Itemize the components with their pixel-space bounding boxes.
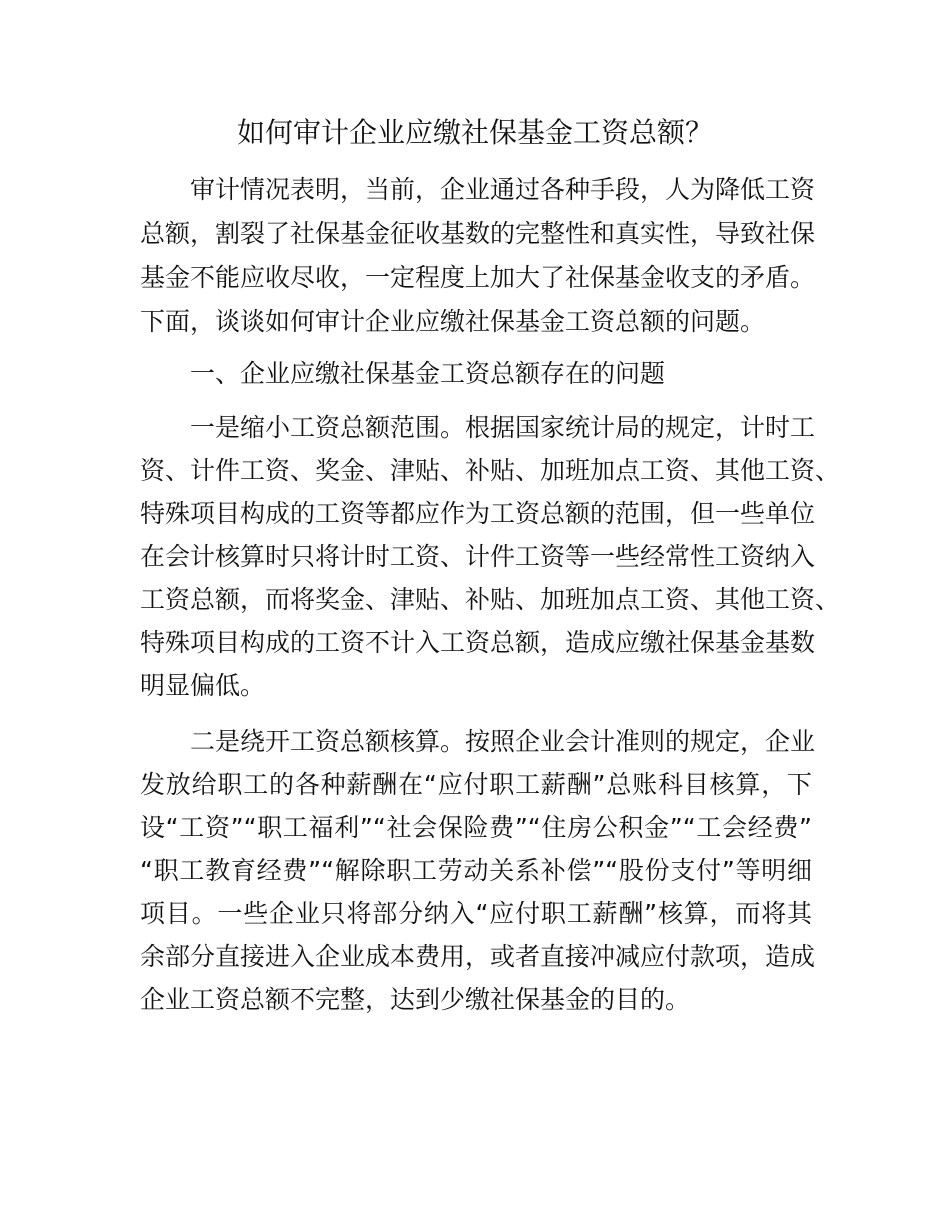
section-heading: 一、企业应缴社保基金工资总额存在的问题 [190,359,666,388]
text-line: 审计情况表明，当前，企业通过各种手段，人为降低工资 [190,175,816,204]
text-line: 发放给职工的各种薪酬在“应付职工薪酬”总账科目核算，下 [140,770,812,799]
text-line: 余部分直接进入企业成本费用，或者直接冲减应付款项，造成 [140,942,816,971]
text-line: 一是缩小工资总额范围。根据国家统计局的规定，计时工 [190,413,816,442]
text-line: 工资总额，而将奖金、津贴、补贴、加班加点工资、其他工资、 [140,585,841,614]
text-line: “职工教育经费”“解除职工劳动关系补偿”“股份支付”等明细 [140,856,812,885]
document-title: 如何审计企业应缴社保基金工资总额？ [236,116,713,149]
text-line: 基金不能应收尽收，一定程度上加大了社保基金收支的矛盾。 [140,263,816,292]
text-line: 在会计核算时只将计时工资、计件工资等一些经常性工资纳入 [140,542,816,571]
text-line: 明显偏低。 [140,671,266,700]
text-line: 资、计件工资、奖金、津贴、补贴、加班加点工资、其他工资、 [140,456,841,485]
text-line: 项目。一些企业只将部分纳入“应付职工薪酬”核算，而将其 [140,899,812,928]
text-line: 特殊项目构成的工资等都应作为工资总额的范围，但一些单位 [140,499,816,528]
text-line: 企业工资总额不完整，达到少缴社保基金的目的。 [140,985,691,1014]
text-line: 二是绕开工资总额核算。按照企业会计准则的规定，企业 [190,727,816,756]
text-line: 下面，谈谈如何审计企业应缴社保基金工资总额的问题。 [140,307,766,336]
text-line: 总额，割裂了社保基金征收基数的完整性和真实性，导致社保 [140,219,816,248]
text-line: 特殊项目构成的工资不计入工资总额，造成应缴社保基金基数 [140,628,816,657]
text-line: 设“工资”“职工福利”“社会保险费”“住房公积金”“工会经费” [140,813,812,842]
